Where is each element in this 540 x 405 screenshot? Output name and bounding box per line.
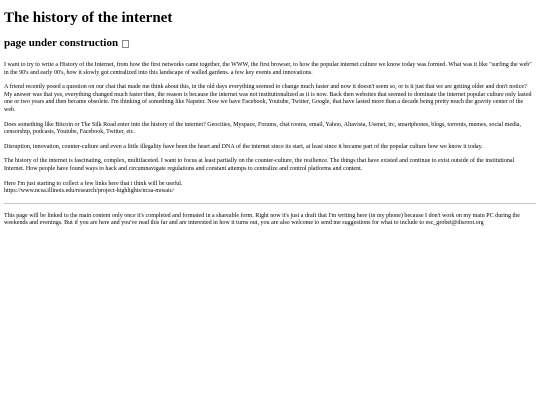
page: [0, 10, 540, 228]
paragraph-friend-question: A friend recently posed a question on our chat that made me think about this, in the old days everything seemed to change much faster and now it doesn't seem so, or is it just that we are getting older and don't notice? My answer was that yes, everything changed much faster then, the reason is because the internet was not institutionalized as it is now. Back then websites that seemed to dominate the internet popular culture only lasted one or two years and then became obsolete. I'm thinking of something like Napster. Now we have Facebook, Youtube, Twitter, Google, that have lasted more than a decade being pretty much the gravity center of the web.: [4, 84, 532, 113]
page-subtitle: [4, 37, 536, 50]
paragraph-counter-culture: The history of the internet is fascinating, complex, multifaceted. I want to focus at least partially on the counter-culture, the resilience. The things that have existed and continue to exist outside of the institutional Internet. How people have found ways to hack and circumnavigate regulations and constant attemps to centralize and control platforms and content.: [4, 158, 515, 172]
subtitle-text: page under construction: [4, 37, 119, 49]
paragraph-intro: I want to try to write a History of the Internet, from how the first networks came together, the WWW, the first browser, to how the popular internet culture we know today was formed. What was it like "surfing the web" in the 90's and early 00's, how it slowly got centralized into this landscape of walled gardens. a few key events and innovations.: [4, 62, 532, 76]
paragraph-topics: Does something like Bitcoin or The Silk Road enter into the history of the internet? Geocities, Myspace, Forums, chat rooms, email, Yahoo, Altavista, Usenet, irc, smartphones, blogs, torrents, memes, social media, censorship, podcasts, Youtube, Facebook, Twitter, etc.: [4, 121, 521, 136]
paragraph-links: [4, 181, 536, 196]
links-intro: Here I'm just starting to collect a few links here that i think will be useful.: [4, 180, 183, 187]
paragraph-footer-note: This page will be linked to the main content only once it's completed and formated in a shareable form. Right now it's just a draft that I'm writing here (in my phone) because I don't work on my main PC during the weekends and evenings. But if you are here and you've read this far and are interested in how it turns out, you are also welcome to send me suggestions for what to include to esc_grobet@disroot.org: [4, 212, 520, 227]
divider: [4, 203, 536, 204]
paragraph-disruption: Disruption, innovation, counter-culture and even a little illegality have been the heart and DNA of the internet since its start, at least since it became part of the popular culture how we know it today.: [4, 143, 483, 150]
article-body: [4, 62, 536, 228]
link-ncsa-mosaic[interactable]: https://www.ncsa.illinois.edu/research/project-highlights/ncsa-mosaic/: [4, 188, 175, 195]
missing-glyph-box-icon: [122, 40, 129, 48]
page-title: The history of the internet: [4, 10, 173, 26]
